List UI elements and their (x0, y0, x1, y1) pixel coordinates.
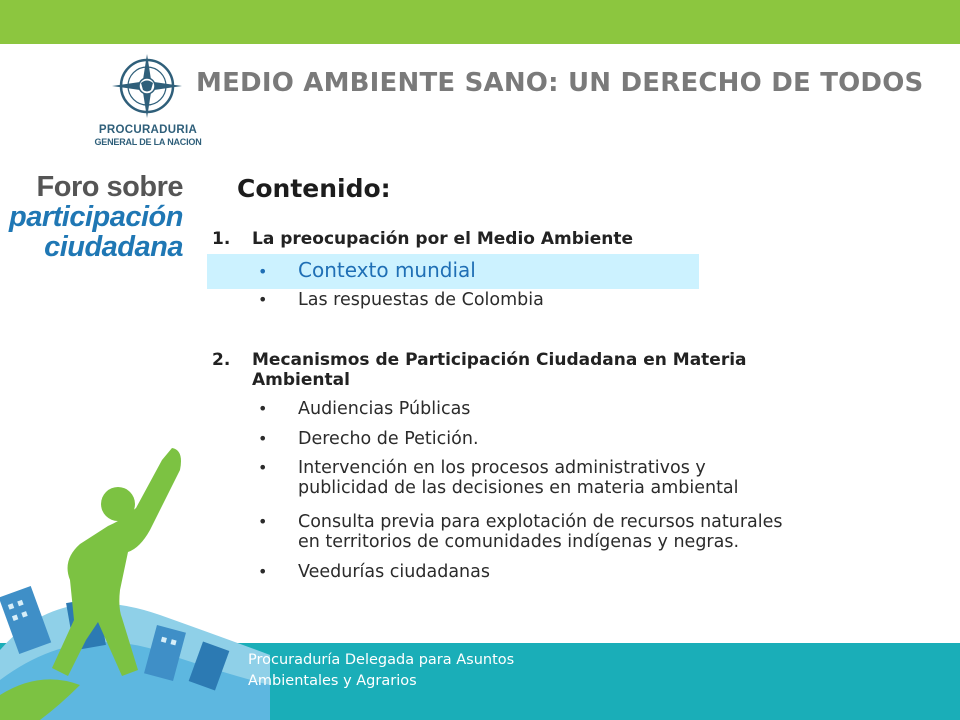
bullet-text: Audiencias Públicas (298, 399, 471, 419)
foro-line-1: Foro sobre (36, 171, 183, 203)
bullet-text (298, 512, 918, 552)
bullet-line-1: Consulta previa para explotación de recursos naturales (298, 512, 783, 532)
logo-line-2: GENERAL DE LA NACION (94, 137, 202, 147)
logo-line-1: PROCURADURIA (98, 124, 198, 136)
bullet-dot: • (258, 562, 268, 581)
section-2-heading-line-2: Ambiental (252, 370, 350, 390)
footer-line-1: Procuraduría Delegada para Asuntos (248, 652, 515, 668)
section-2-number: 2. (212, 350, 231, 370)
footer-text (248, 650, 668, 692)
bullet-text: Veedurías ciudadanas (298, 562, 490, 582)
green-figure-illustration (0, 440, 270, 720)
foro-wordmark (8, 172, 183, 262)
bullet-dot: • (258, 290, 268, 309)
bullet-line-2: publicidad de las decisiones en materia ambiental (298, 478, 739, 498)
bullet-text (298, 458, 918, 498)
bullet-text: Las respuestas de Colombia (298, 290, 544, 310)
foro-line-3: ciudadana (44, 231, 183, 263)
section-1-heading-text: La preocupación por el Medio Ambiente (252, 229, 634, 249)
slide-subtitle: Contenido: (237, 174, 391, 203)
footer-line-2: Ambientales y Agrarios (248, 673, 417, 689)
bullet-dot: • (258, 458, 268, 477)
logo-wordmark (88, 124, 208, 147)
section-1-number: 1. (212, 229, 231, 249)
foro-line-2: participación (9, 201, 183, 233)
section-2-heading-text (252, 350, 872, 390)
bullet-line-1: Intervención en los procesos administrativos y (298, 458, 706, 478)
bullet-text: Contexto mundial (298, 258, 476, 282)
section-2-heading-line-1: Mecanismos de Participación Ciudadana en Materia (252, 350, 747, 370)
bullet-line-2: en territorios de comunidades indígenas y negras. (298, 532, 740, 552)
bullet-dot: • (258, 262, 268, 281)
bullet-text: Derecho de Petición. (298, 429, 479, 449)
bullet-dot: • (258, 399, 268, 418)
slide-title: MEDIO AMBIENTE SANO: UN DERECHO DE TODOS (196, 68, 924, 98)
top-bar (0, 0, 960, 44)
bullet-dot: • (258, 429, 268, 448)
bullet-dot: • (258, 512, 268, 531)
